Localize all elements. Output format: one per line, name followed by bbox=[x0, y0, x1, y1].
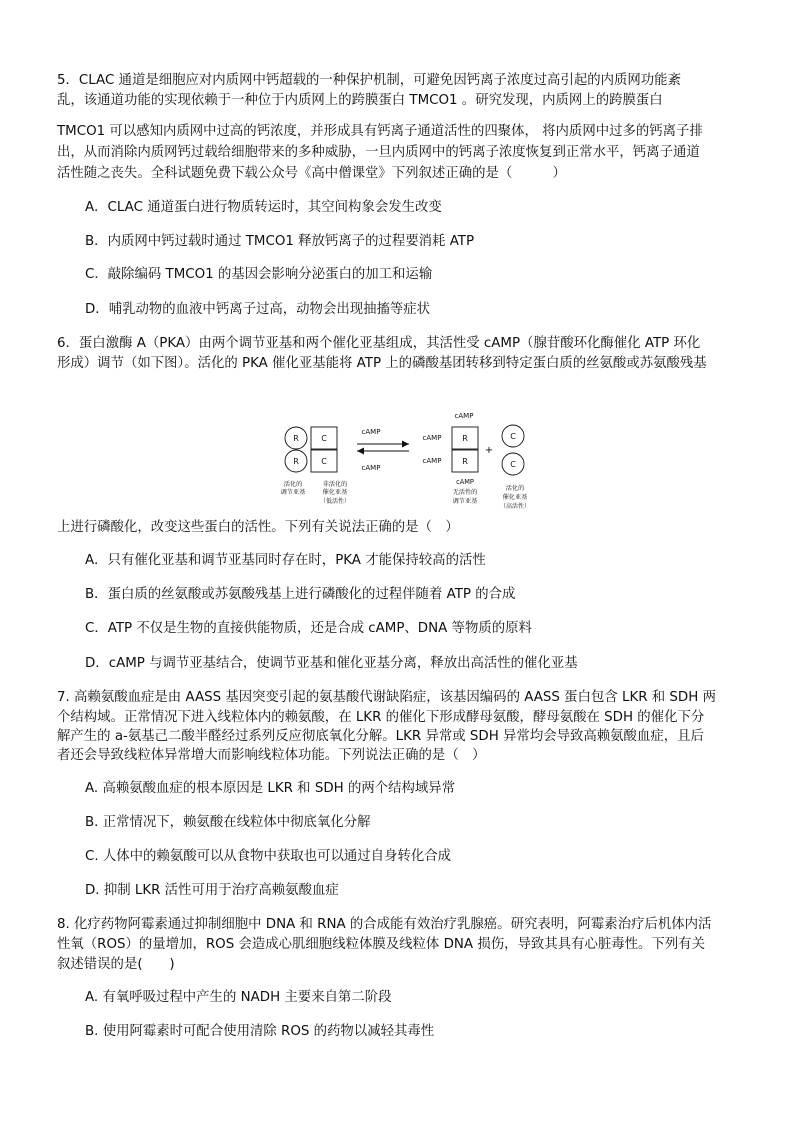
q7-stem-line-2: 个结构域。正常情况下进入线粒体内的赖氨酸，在 LKR 的催化下形成酵母氨酸，酵母氨酸在 SDH 的催化下分 bbox=[57, 710, 705, 725]
q5-stem-line-2: 乱，该通道功能的实现依赖于一种位于内质网上的跨膜蛋白 TMCO1 。研究发现，内质网上的跨膜蛋白 bbox=[57, 93, 663, 108]
q6-stem-line-3: 上进行磷酸化，改变这些蛋白的活性。下列有关说法正确的是（ ） bbox=[57, 520, 459, 535]
right-label-2: 催化亚基 bbox=[502, 494, 528, 501]
q8-option-a: A. 有氧呼吸过程中产生的 NADH 主要来自第二阶段 bbox=[85, 990, 392, 1005]
c-label-1: C bbox=[321, 434, 327, 443]
q8-stem-line-1: 8. 化疗药物阿霉素通过抑制细胞中 DNA 和 RNA 的合成能有效治疗乳腺癌。研究表明，阿霉素治疗后机体内活 bbox=[57, 917, 712, 932]
camp-left-label-1: cAMP bbox=[422, 434, 442, 442]
r-label-2: R bbox=[293, 457, 299, 466]
right-label-1: 活化的 bbox=[505, 485, 525, 492]
q6-option-c: C．ATP 不仅是生物的直接供能物质，还是合成 cAMP、DNA 等物质的原料 bbox=[85, 621, 532, 636]
pka-activation-diagram bbox=[275, 408, 535, 516]
c-label-4: C bbox=[510, 460, 516, 469]
c-label-3: C bbox=[510, 432, 516, 441]
q5-stem-line-1: 5．CLAC 通道是细胞应对内质网中钙超载的一种保护机制，可避免因钙离子浓度过高引起的内质网功能紊 bbox=[57, 73, 681, 88]
mid-label-1: cAMP bbox=[456, 478, 474, 486]
q6-option-a: A．只有催化亚基和调节亚基同时存在时，PKA 才能保持较高的活性 bbox=[85, 553, 486, 568]
left-cat-label-3: （低活性） bbox=[319, 498, 351, 505]
c-label-2: C bbox=[321, 457, 327, 466]
q7-option-d: D. 抑制 LKR 活性可用于治疗高赖氨酸血症 bbox=[85, 883, 339, 898]
q7-stem-line-3: 解产生的 a-氨基己二酸半醛经过系列反应彻底氧化分解。LKR 异常或 SDH 异常均会导致高赖氨酸血症，且后 bbox=[57, 729, 704, 744]
q7-stem-line-1: 7. 高赖氨酸血症是由 AASS 基因突变引起的氨基酸代谢缺陷症，该基因编码的 AASS 蛋白包含 LKR 和 SDH 两 bbox=[57, 690, 716, 705]
q5-option-b: B．内质网中钙过载时通过 TMCO1 释放钙离子的过程要消耗 ATP bbox=[85, 234, 475, 249]
r-label-1: R bbox=[293, 434, 299, 443]
q5-option-c: C．敲除编码 TMCO1 的基因会影响分泌蛋白的加工和运输 bbox=[85, 267, 433, 282]
left-cat-label-1: 非活化的 bbox=[322, 481, 348, 488]
camp-left-label-2: cAMP bbox=[422, 457, 442, 465]
left-reg-label-2: 调节亚基 bbox=[280, 489, 306, 496]
q5-stem-line-3: TMCO1 可以感知内质网中过高的钙浓度，并形成具有钙离子通道活性的四聚体， 将内质网中过多的钙离子排 bbox=[57, 124, 703, 139]
q6-stem-line-2: 形成）调节（如下图）。活化的 PKA 催化亚基能将 ATP 上的磷酸基团转移到特定蛋白质的丝氨酸或苏氨酸残基 bbox=[57, 356, 707, 371]
q8-option-b: B. 使用阿霉素时可配合使用清除 ROS 的药物以减轻其毒性 bbox=[85, 1024, 435, 1039]
q7-option-b: B. 正常情况下，赖氨酸在线粒体中彻底氧化分解 bbox=[85, 815, 371, 830]
q7-stem-line-4: 者还会导致线粒体异常增大而影响线粒体功能。下列说法正确的是（ ） bbox=[57, 748, 486, 763]
q5-stem-line-5: 活性随之丧失。全科试题免费下载公众号《高中僧课堂》下列叙述正确的是（ ） bbox=[57, 166, 566, 181]
plus-sign: + bbox=[484, 445, 494, 456]
reverse-arrowhead bbox=[357, 448, 364, 455]
q8-stem-line-3: 叙述错误的是( ) bbox=[57, 957, 175, 972]
q5-option-a: A．CLAC 通道蛋白进行物质转运时，其空间构象会发生改变 bbox=[85, 200, 442, 215]
camp-forward-label: cAMP bbox=[361, 428, 381, 436]
left-reg-label-1: 活化的 bbox=[283, 481, 303, 488]
q6-stem-line-1: 6．蛋白激酶 A（PKA）由两个调节亚基和两个催化亚基组成，其活性受 cAMP（腺苷酸环化酶催化 ATP 环化 bbox=[57, 336, 701, 351]
right-label-3: （高活性） bbox=[499, 503, 531, 510]
forward-arrowhead bbox=[402, 441, 409, 448]
q8-stem-line-2: 性氧（ROS）的量增加，ROS 会造成心肌细胞线粒体膜及线粒体 DNA 损伤，导致其具有心脏毒性。下列有关 bbox=[57, 937, 705, 952]
q6-option-b: B．蛋白质的丝氨酸或苏氨酸残基上进行磷酸化的过程伴随着 ATP 的合成 bbox=[85, 587, 516, 602]
q5-stem-line-4: 出，从而消除内质网钙过载给细胞带来的多种威胁，一旦内质网中的钙离子浓度恢复到正常水平，钙离子通道 bbox=[57, 145, 700, 160]
mid-label-2: 无活性的 bbox=[452, 489, 478, 496]
q5-option-d: D．哺乳动物的血液中钙离子过高，动物会出现抽搐等症状 bbox=[85, 302, 431, 317]
camp-reverse-label: cAMP bbox=[361, 464, 381, 472]
left-cat-label-2: 催化亚基 bbox=[322, 489, 348, 496]
r-label-4: R bbox=[462, 457, 468, 466]
r-label-3: R bbox=[462, 434, 468, 443]
q7-option-c: C. 人体中的赖氨酸可以从食物中获取也可以通过自身转化合成 bbox=[85, 849, 452, 864]
q6-option-d: D．cAMP 与调节亚基结合，使调节亚基和催化亚基分离，释放出高活性的催化亚基 bbox=[85, 656, 578, 671]
camp-top-label: cAMP bbox=[454, 412, 474, 420]
mid-label-3: 调节亚基 bbox=[452, 498, 478, 505]
q7-option-a: A. 高赖氨酸血症的根本原因是 LKR 和 SDH 的两个结构域异常 bbox=[85, 781, 456, 796]
